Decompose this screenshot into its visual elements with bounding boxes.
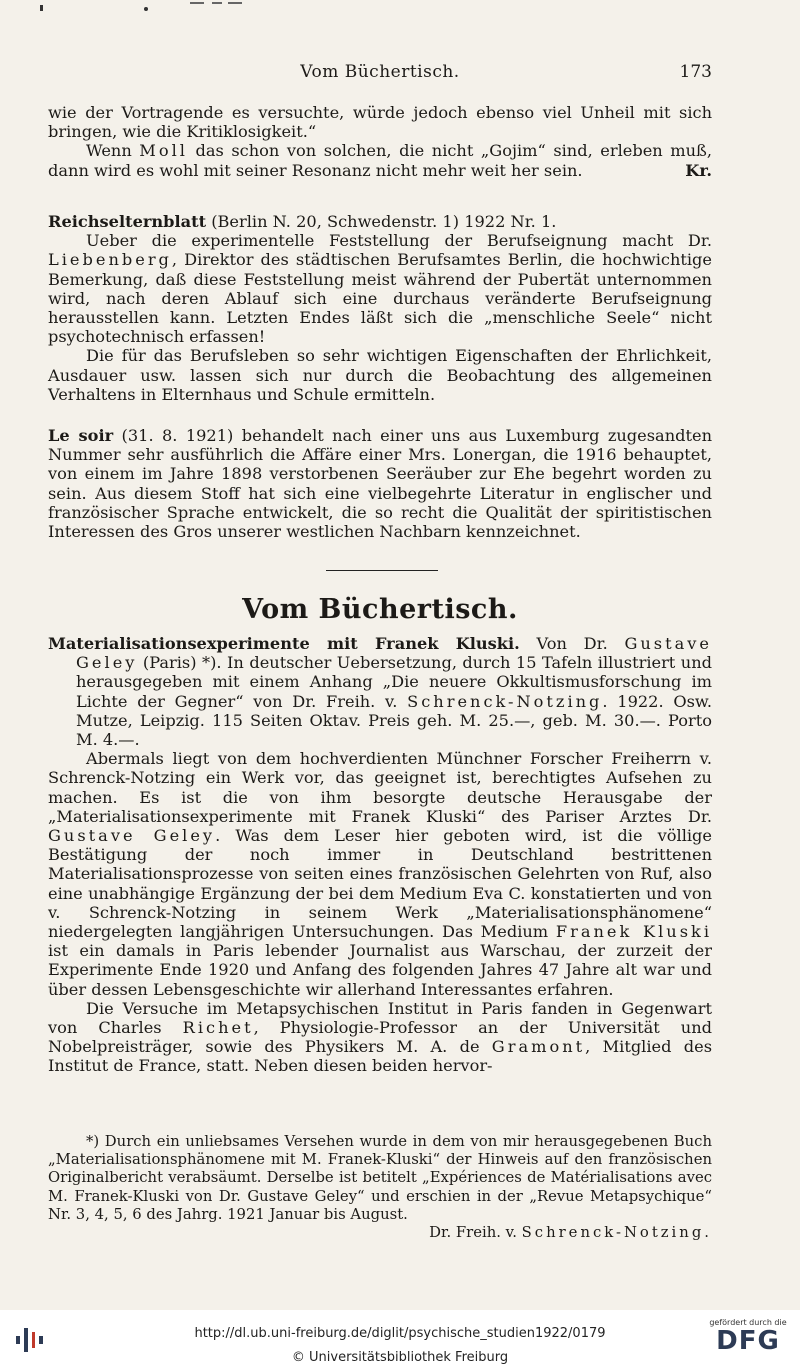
paragraph: Die Versuche im Metapsychischen Institut in Paris fanden in Gegenwart von Charles Richet, Physiologie-Professor an der Universität und Nobelpreisträger, sowie des Physikers M. A. de Gramont, Mitglied des Institut de France, statt. Neben diesen beiden hervor-: [48, 998, 712, 1076]
paragraph: Abermals liegt von dem hochverdienten Münchner Forscher Freiherrn v. Schrenck-Notzing ein Werk vor, das geeignet ist, berechtigtes Aufsehen zu machen. Es ist die von ihm besorgte deutsche Herausgabe der „Materialisationsexperimente mit Franek Kluski“ des Pariser Arztes Dr. Gustave Geley. Was dem Leser hier geboten wird, ist die völlige Bestätigung der noch immer in Deutschland bestrittenen Materialisationsprozesse von seiten eines französischen Gelehrten von Ruf, also eine unabhängige Ergänzung der bei dem Medium Eva C. konstatierten und von v. Schrenck-Notzing in seinem Werk „Materialisationsphänomene“ niedergelegten langjährigen Untersuchungen. Das Medium Franek Kluski ist ein damals in Paris lebender Journalist aus Warschau, der zurzeit der Experimente Ende 1920 und Anfang des folgenden Jahres 47 Jahre alt war und über dessen Lebensgeschichte wir allerhand Interessantes erfahren.: [48, 749, 713, 999]
bibliographic-reference: Materialisationsexperimente mit Franek Kluski. Von Dr. Gustave Geley (Paris) *). In deutscher Uebersetzung, durch 15 Tafeln illustriert und herausgegeben mit einem Anhang „Die neuere Okkultismusforschung im Lichte der Gegner“ von Dr. Freih. v. Schrenck-Notzing. 1922. Osw. Mutze, Leipzig. 115 Seiten Oktav. Preis geh. M. 25.—, geb. M. 30.—. Porto M. 4.—.: [48, 634, 712, 750]
person-name: Gramont: [491, 1037, 586, 1057]
periodical-entry-reichselternblatt: [48, 212, 712, 404]
footnote-signature: Dr. Freih. v. Schrenck-Notzing.: [429, 1224, 712, 1242]
running-header: [48, 62, 712, 88]
entry-heading: Reichselternblatt (Berlin N. 20, Schwedenstr. 1) 1922 Nr. 1.: [48, 212, 557, 231]
dfg-logo-text: DFG: [716, 1326, 780, 1356]
permalink-url[interactable]: http://dl.ub.uni-freiburg.de/diglit/psychische_studien1922/0179: [194, 1326, 606, 1341]
author-name: Gustave Geley: [76, 634, 712, 673]
editor-name: Schrenck-Notzing: [407, 691, 603, 711]
copyright-notice: © Universitätsbibliothek Freiburg: [291, 1350, 509, 1365]
top-scan-marks: [40, 0, 300, 14]
person-name: Gustave Geley: [48, 826, 216, 846]
book-review: [48, 634, 712, 1076]
footnote: [48, 1133, 712, 1242]
footnote-text: *) Durch ein unliebsames Versehen wurde in dem von mir herausgegebenen Buch „Materialisationsphänomene mit M. Franek-Kluski“ der Hinweis auf den französischen Originalbericht verabsäumt. Derselbe ist betitelt „Expériences de Matérialisations avec M. Franek-Kluski von Dr. Gustave Geley“ und erschien in der „Revue Metapsychique“ Nr. 3, 4, 5, 6 des Jahrg. 1921 Januar bis August. Dr. Freih. v. Schrenck-Notzing.: [48, 1133, 712, 1242]
paragraph: wie der Vortragende es versuchte, würde jedoch ebenso viel Unheil mit sich bringen, wie die Kritiklosigkeit.“: [48, 103, 712, 142]
person-name: Liebenberg: [48, 250, 172, 270]
periodical-name: Le soir: [48, 426, 114, 445]
dfg-logo: [708, 1318, 788, 1366]
periodical-entry-le-soir: [48, 426, 712, 541]
periodical-name: Reichselternblatt: [48, 212, 207, 231]
section-divider: [326, 570, 438, 571]
section-title: Vom Büchertisch.: [242, 594, 518, 625]
paragraph: Le soir (31. 8. 1921) behandelt nach einer uns aus Luxemburg zugesandten Nummer sehr ausführlich die Affäre einer Mrs. Lonergan, die 1916 behauptet, von einem im Jahre 1898 verstorbenen Seeräuber zur Ehe begehrt worden zu sein. Aus diesem Stoff hat sich eine vielbegehrte Literatur in englischer und französischer Sprache entwickelt, die so recht die Qualität der spiritistischen Interessen des Gros unserer westlichen Nachbarn kennzeichnet.: [48, 426, 713, 542]
running-title: Vom Büchertisch.: [300, 62, 460, 82]
paragraph: Ueber die experimentelle Feststellung der Berufseignung macht Dr. Liebenberg, Direktor des städtischen Berufsamtes Berlin, die hochwichtige Bemerkung, daß diese Feststellung meist während der Pubertät unternommen wird, nach deren Ablauf sich eine durchaus veränderte Berufseignung herausstellen kann. Letzten Endes läßt sich die „menschliche Seele“ nicht psychotechnisch erfassen!: [48, 231, 712, 347]
person-name: Richet: [182, 1018, 254, 1038]
signature: Kr.: [685, 160, 712, 180]
person-name: Franek Kluski: [555, 922, 712, 942]
person-name: Moll: [139, 141, 188, 161]
paragraph: Wenn Moll das schon von solchen, die nicht „Gojim“ sind, erleben muß, dann wird es wohl mit seiner Resonanz nicht mehr weit her sein. Kr.: [48, 141, 712, 180]
dfg-caption: gefördert durch die: [709, 1318, 787, 1327]
paragraph: Die für das Berufsleben so sehr wichtigen Eigenschaften der Ehrlichkeit, Ausdauer usw. lassen sich nur durch die Beobachtung des allgemeinen Verhaltens in Elternhaus und Schule ermitteln.: [48, 346, 712, 404]
page-number: 173: [679, 62, 712, 82]
book-title: Materialisationsexperimente mit Franek Kluski.: [48, 634, 520, 653]
review-continuation: [48, 103, 712, 180]
